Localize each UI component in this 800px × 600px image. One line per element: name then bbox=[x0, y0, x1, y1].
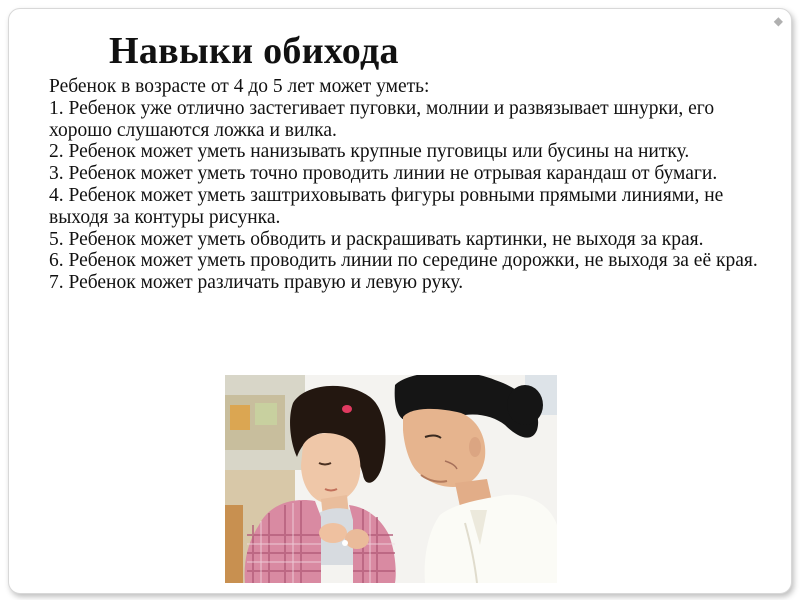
list-item: 6. Ребенок может уметь проводить линии по середине дорожки, не выходя за её края. bbox=[49, 250, 758, 272]
list-item: 3. Ребенок может уметь точно проводить линии не отрывая карандаш от бумаги. bbox=[49, 163, 718, 185]
list-item: 2. Ребенок может уметь нанизывать крупные пуговицы или бусины на нитку. bbox=[49, 141, 690, 163]
slide-body bbox=[49, 76, 779, 294]
diamond-bullet-icon: ◆ bbox=[773, 14, 783, 28]
slide-title: Навыки обихода bbox=[109, 30, 399, 72]
list-item: 4. Ребенок может уметь заштриховывать фигуры ровными прямыми линиями, не выходя за контуры рисунка. bbox=[49, 184, 724, 228]
intro-line: Ребенок в возрасте от 4 до 5 лет может уметь: bbox=[49, 76, 430, 97]
slide bbox=[8, 8, 792, 594]
list-item: 1. Ребенок уже отлично застегивает пуговки, молнии и развязывает шнурки, его хорошо слушаются ложка и вилка. bbox=[49, 97, 715, 141]
list-item: 7. Ребенок может различать правую и левую руку. bbox=[49, 272, 464, 294]
mother-and-child-photo bbox=[225, 375, 557, 583]
list-item: 5. Ребенок может уметь обводить и раскрашивать картинки, не выходя за края. bbox=[49, 228, 704, 250]
